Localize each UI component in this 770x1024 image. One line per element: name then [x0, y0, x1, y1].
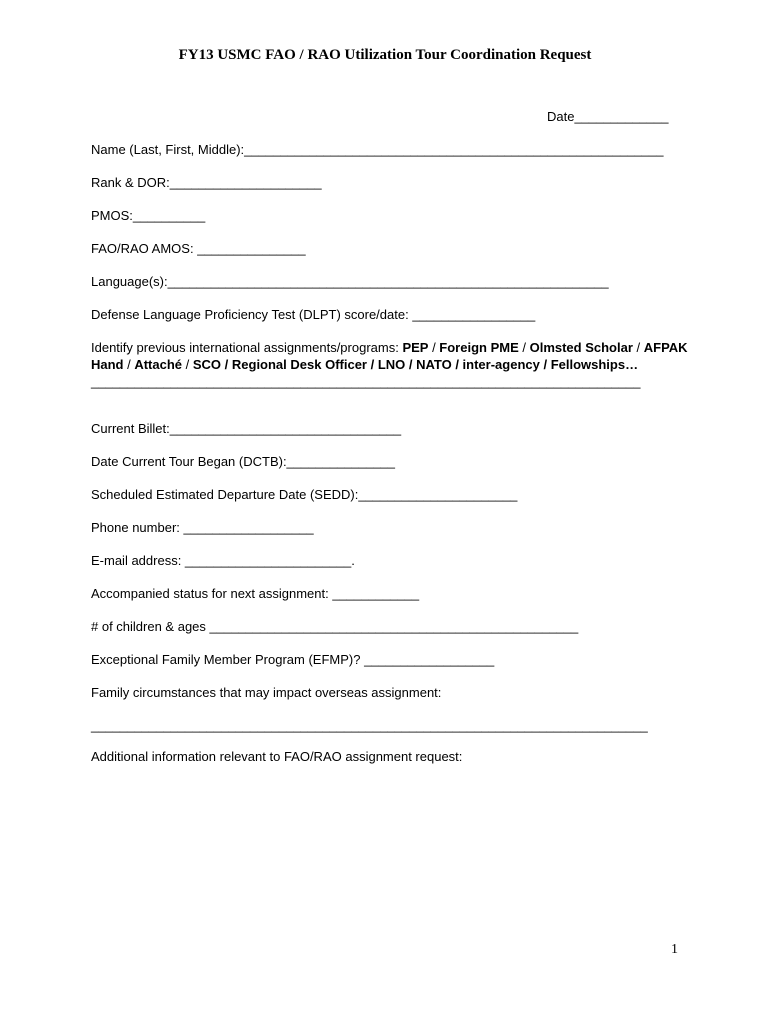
additional-info-label: Additional information relevant to FAO/RAO assignment request: — [91, 749, 463, 764]
separator: / — [428, 340, 440, 355]
efmp-field[interactable]: Exceptional Family Member Program (EFMP)? __________________ — [91, 652, 495, 667]
assignments-intro: Identify previous international assignments/programs: — [91, 340, 403, 355]
accompanied-field[interactable]: Accompanied status for next assignment: ____________ — [91, 586, 420, 601]
form-title: FY13 USMC FAO / RAO Utilization Tour Coordination Request — [178, 47, 592, 63]
date-field[interactable]: Date_____________ — [547, 109, 669, 124]
afpak-label: AFPAK Hand — [91, 340, 688, 372]
phone-field[interactable]: Phone number: __________________ — [91, 520, 314, 535]
other-programs-label: SCO / Regional Desk Officer / LNO / NATO / inter-agency / Fellowships… — [192, 357, 639, 372]
name-field[interactable]: Name (Last, First, Middle):__________________________________________________________ — [91, 142, 664, 157]
current-billet-field[interactable]: Current Billet:________________________________ — [91, 421, 402, 436]
separator: / — [632, 340, 644, 355]
dlpt-field[interactable]: Defense Language Proficiency Test (DLPT) score/date: _________________ — [91, 307, 536, 322]
pmos-field[interactable]: PMOS:__________ — [91, 208, 206, 223]
dctb-field[interactable]: Date Current Tour Began (DCTB):_______________ — [91, 454, 396, 469]
attache-label: Attaché — [134, 357, 183, 372]
separator: / — [182, 357, 193, 372]
foreign-pme-label: Foreign PME — [439, 340, 519, 355]
email-field[interactable]: E-mail address: _______________________. — [91, 553, 355, 568]
olmsted-label: Olmsted Scholar — [529, 340, 633, 355]
sedd-field[interactable]: Scheduled Estimated Departure Date (SEDD):______________________ — [91, 487, 518, 502]
separator: / — [518, 340, 530, 355]
family-circumstances-label: Family circumstances that may impact overseas assignment: — [91, 685, 442, 700]
rank-dor-field[interactable]: Rank & DOR:_____________________ — [91, 175, 322, 190]
assignments-blank-line[interactable]: ____________________________________________________________________________ — [91, 374, 641, 389]
languages-field[interactable]: Language(s):_____________________________________________________________ — [91, 274, 609, 289]
assignments-paragraph — [91, 339, 691, 390]
children-field[interactable]: # of children & ages ___________________________________________________ — [91, 619, 579, 634]
family-circumstances-blank[interactable]: _____________________________________________________________________________ — [91, 718, 648, 733]
page-number: 1 — [671, 942, 678, 957]
pep-label: PEP — [402, 340, 429, 355]
separator: / — [123, 357, 135, 372]
amos-field[interactable]: FAO/RAO AMOS: _______________ — [91, 241, 306, 256]
